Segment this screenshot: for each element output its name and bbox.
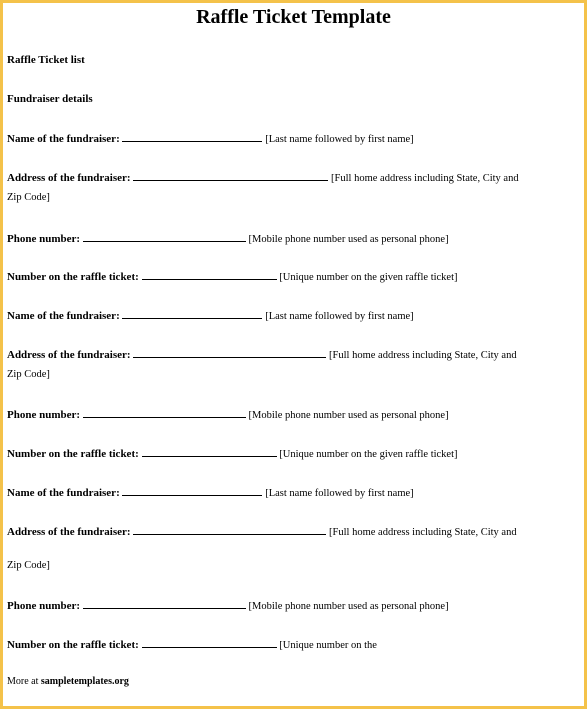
ticket-field[interactable]	[142, 269, 277, 280]
address-label: Address of the fundraiser:	[7, 172, 131, 184]
phone-row	[7, 231, 569, 247]
address-hint-cont: Zip Code]	[7, 369, 50, 380]
ticket-row	[7, 446, 569, 462]
name-label: Name of the fundraiser:	[7, 487, 120, 499]
name-label: Name of the fundraiser:	[7, 310, 120, 322]
phone-label: Phone number:	[7, 600, 81, 612]
name-field[interactable]	[122, 131, 262, 142]
ticket-hint: [Unique number on the	[279, 640, 377, 651]
name-label: Name of the fundraiser:	[7, 133, 120, 145]
phone-row	[7, 598, 569, 614]
address-hint: [Full home address including State, City and	[329, 350, 517, 361]
address-row	[7, 347, 569, 363]
name-field[interactable]	[122, 308, 262, 319]
name-hint: [Last name followed by first name]	[265, 311, 414, 322]
phone-hint: [Mobile phone number used as personal phone]	[248, 410, 449, 421]
name-hint: [Last name followed by first name]	[265, 488, 414, 499]
phone-field[interactable]	[83, 598, 246, 609]
phone-field[interactable]	[83, 407, 246, 418]
address-label: Address of the fundraiser:	[7, 526, 131, 538]
ticket-label: Number on the raffle ticket:	[7, 271, 139, 283]
address-field[interactable]	[133, 524, 326, 535]
list-heading: Raffle Ticket list	[7, 54, 85, 66]
phone-label: Phone number:	[7, 233, 81, 245]
phone-hint: [Mobile phone number used as personal phone]	[248, 601, 449, 612]
phone-field[interactable]	[83, 231, 246, 242]
address-field[interactable]	[133, 347, 326, 358]
address-hint: [Full home address including State, City and	[329, 527, 517, 538]
name-row	[7, 131, 569, 147]
ticket-field[interactable]	[142, 446, 277, 457]
ticket-label: Number on the raffle ticket:	[7, 639, 139, 651]
phone-hint: [Mobile phone number used as personal phone]	[248, 234, 449, 245]
footer-credit	[7, 676, 129, 687]
address-hint-cont: Zip Code]	[7, 192, 50, 203]
ticket-row	[7, 637, 569, 653]
ticket-field[interactable]	[142, 637, 277, 648]
address-hint-cont: Zip Code]	[7, 560, 50, 571]
document-title: Raffle Ticket Template	[196, 6, 391, 28]
address-hint: [Full home address including State, City and	[331, 173, 519, 184]
phone-row	[7, 407, 569, 423]
phone-label: Phone number:	[7, 409, 81, 421]
footer-site-link[interactable]: sampletemplates.org	[40, 676, 129, 687]
ticket-row	[7, 269, 569, 285]
ticket-hint: [Unique number on the given raffle ticket]	[279, 272, 458, 283]
section-heading: Fundraiser details	[7, 93, 93, 105]
address-field[interactable]	[133, 170, 328, 181]
ticket-hint: [Unique number on the given raffle ticket]	[279, 449, 458, 460]
name-hint: [Last name followed by first name]	[265, 134, 414, 145]
name-row	[7, 308, 569, 324]
ticket-label: Number on the raffle ticket:	[7, 448, 139, 460]
name-field[interactable]	[122, 485, 262, 496]
footer-prefix: More at	[7, 676, 41, 687]
address-label: Address of the fundraiser:	[7, 349, 131, 361]
name-row	[7, 485, 569, 501]
address-row	[7, 170, 569, 186]
address-row	[7, 524, 569, 540]
